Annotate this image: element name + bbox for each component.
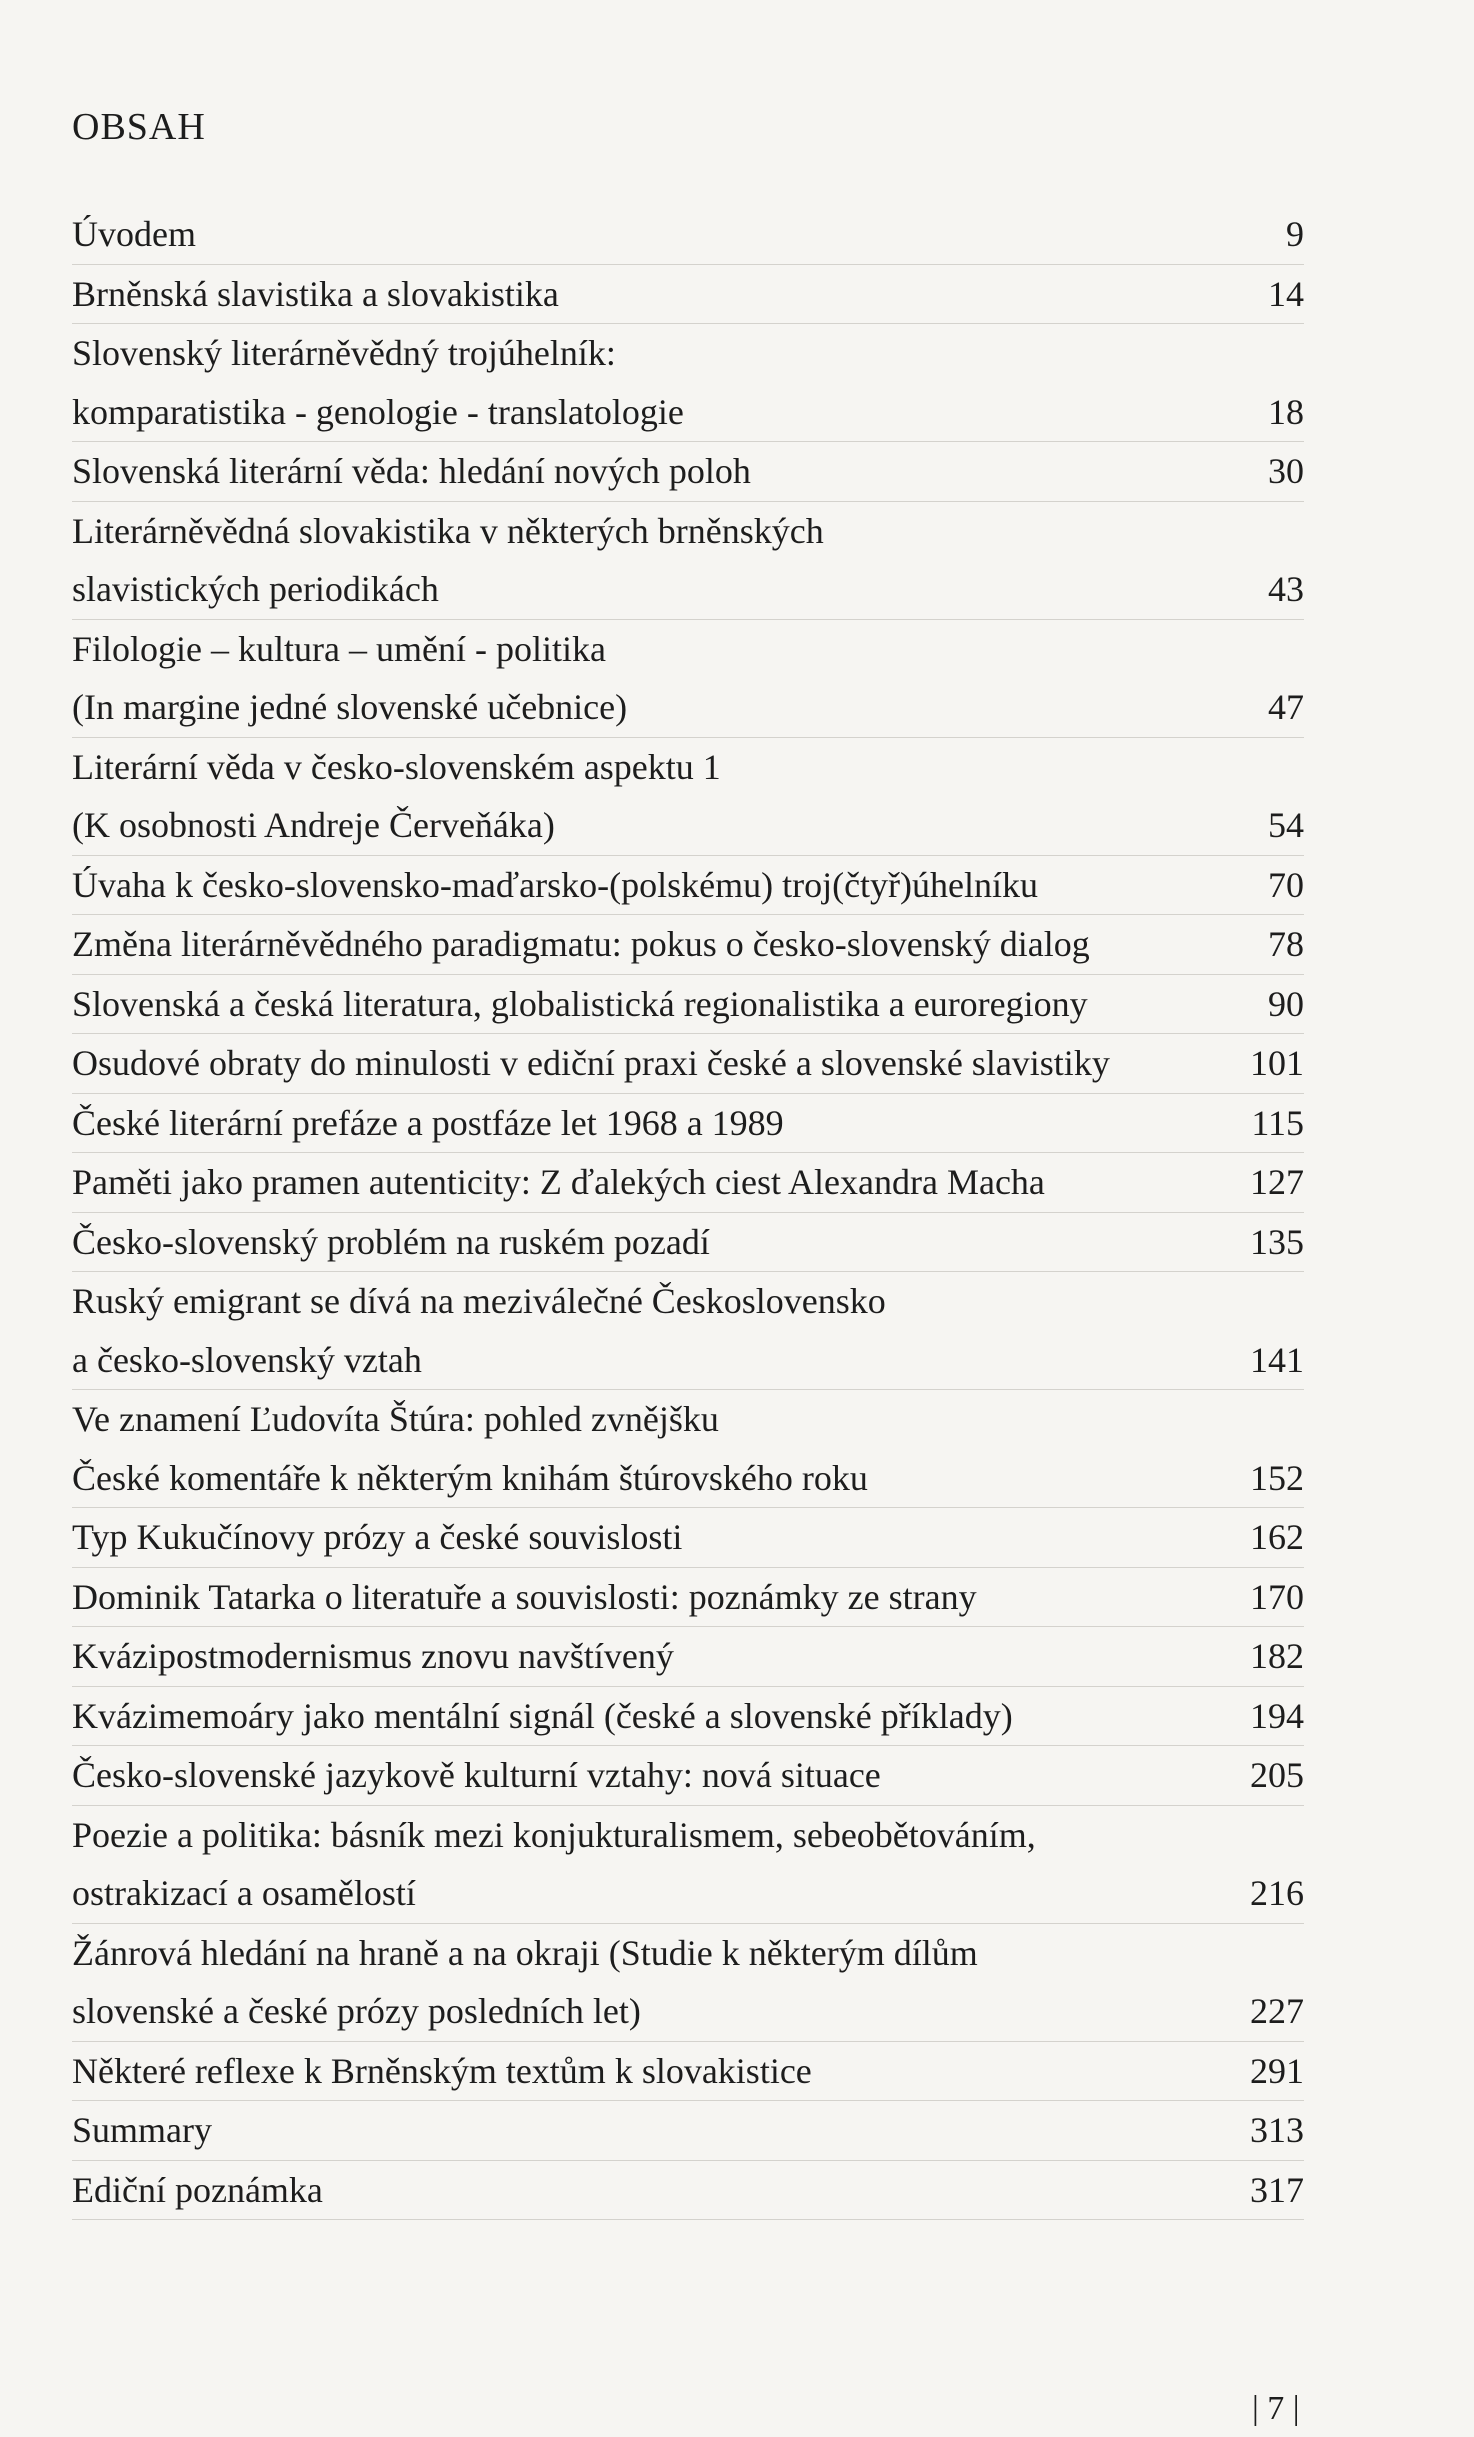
toc-entry — [72, 1272, 1304, 1390]
toc-entry-title — [72, 1390, 1234, 1507]
toc-entry-title-line: Některé reflexe k Brněnským textům k slovakistice — [72, 2050, 812, 2091]
toc-entry-page-number: 101 — [1250, 1043, 1304, 1083]
toc-entry-page-number: 30 — [1268, 451, 1304, 491]
toc-entry-page-number: 90 — [1268, 983, 1304, 1024]
toc-entry-title-line: České komentáře k některým knihám štúrovského roku — [72, 1457, 868, 1498]
toc-entry-page-number: 14 — [1268, 273, 1304, 314]
toc-entry-title-line: Ve znamení Ľudovíta Štúra: pohled zvnějšku — [72, 1399, 719, 1439]
toc-entry-title-line: Brněnská slavistika a slovakistika — [72, 273, 559, 314]
toc-entry-page-number: 43 — [1268, 569, 1304, 609]
toc-entry-title-line: Literárněvědná slovakistika v některých brněnských — [72, 510, 824, 551]
toc-entry — [72, 324, 1304, 442]
toc-entry — [72, 1153, 1304, 1213]
toc-entry-title — [72, 2101, 1234, 2160]
toc-entry-title-line: Úvodem — [72, 214, 196, 254]
toc-entry-page-number: 54 — [1268, 805, 1304, 845]
toc-entry-title-line: slovenské a české prózy posledních let) — [72, 1991, 641, 2031]
toc-entry — [72, 502, 1304, 620]
toc-entry-page-number: 313 — [1250, 2110, 1304, 2150]
toc-entry-title-line: Literární věda v česko-slovenském aspektu 1 — [72, 746, 721, 787]
toc-entry-title — [72, 1094, 1234, 1153]
toc-entry-page-number: 78 — [1268, 924, 1304, 964]
toc-entry-title-line: Ediční poznámka — [72, 2169, 323, 2210]
toc-entry-title-line: Filologie – kultura – umění - politika — [72, 628, 606, 669]
toc-entry-title-line: Kvázipostmodernismus znovu navštívený — [72, 1636, 674, 1676]
toc-entry-title-line: komparatistika - genologie - translatologie — [72, 391, 684, 432]
toc-entry-title-line: Typ Kukučínovy prózy a české souvislosti — [72, 1517, 683, 1557]
toc-entry-title — [72, 1924, 1234, 2041]
toc-entry-page-number: 70 — [1268, 864, 1304, 905]
toc-entry-title — [72, 2042, 1234, 2101]
toc-entry-title — [72, 442, 1234, 501]
toc-entry-title — [72, 265, 1234, 324]
toc-entry-title-line: (K osobnosti Andreje Červeňáka) — [72, 805, 555, 845]
toc-entry — [72, 2101, 1304, 2161]
toc-entry-page-number: 227 — [1250, 1991, 1304, 2031]
toc-entry — [72, 738, 1304, 856]
toc-entry-title — [72, 1746, 1234, 1805]
toc-entry — [72, 856, 1304, 916]
toc-entry-page-number: 162 — [1250, 1517, 1304, 1557]
toc-entry-page-number: 170 — [1250, 1576, 1304, 1617]
toc-entry-title-line: Úvaha k česko-slovensko-maďarsko-(polskému) troj(čtyř)úhelníku — [72, 864, 1039, 905]
toc-entry-page-number: 317 — [1250, 2169, 1304, 2210]
toc-entry-page-number: 9 — [1286, 214, 1304, 254]
toc-entry — [72, 205, 1304, 265]
toc-entry — [72, 2161, 1304, 2221]
toc-entry-title-line: Slovenská a česká literatura, globalistická regionalistika a euroregiony — [72, 983, 1088, 1024]
toc-entry-page-number: 216 — [1250, 1873, 1304, 1913]
toc-entry-title-line: Česko-slovenský problém na ruském pozadí — [72, 1221, 710, 1262]
toc-entry-title-line: slavistických periodikách — [72, 569, 439, 609]
toc-entry-title — [72, 738, 1234, 855]
toc-entry-title-line: a česko-slovenský vztah — [72, 1339, 422, 1380]
toc-entry-title-line: Summary — [72, 2110, 212, 2150]
toc-entry-title — [72, 856, 1234, 915]
toc-entry-title — [72, 1508, 1234, 1567]
toc-entry-title-line: ostrakizací a osamělostí — [72, 1873, 416, 1913]
toc-entry-title — [72, 620, 1234, 737]
toc-entry-title — [72, 1034, 1234, 1093]
toc-entry-title-line: Ruský emigrant se dívá na meziválečné Československo — [72, 1281, 886, 1321]
toc-entry — [72, 1627, 1304, 1687]
toc-entry-title — [72, 915, 1234, 974]
toc-entry-title-line: Kvázimemoáry jako mentální signál (české a slovenské příklady) — [72, 1695, 1013, 1736]
toc-entry-page-number: 182 — [1250, 1636, 1304, 1676]
toc-entry-title-line: České literární prefáze a postfáze let 1968 a 1989 — [72, 1102, 784, 1143]
toc-entry-title — [72, 1568, 1234, 1627]
page-heading: OBSAH — [72, 106, 206, 148]
toc-entry — [72, 1034, 1304, 1094]
toc-entry-title — [72, 205, 1234, 264]
toc-entry — [72, 915, 1304, 975]
toc-entry — [72, 1094, 1304, 1154]
toc-entry-title — [72, 324, 1234, 441]
toc-entry — [72, 975, 1304, 1035]
toc-entry-page-number: 135 — [1250, 1221, 1304, 1262]
toc-entry-title-line: Poezie a politika: básník mezi konjukturalismem, sebeobětováním, — [72, 1814, 1036, 1855]
toc-entry-title-line: Změna literárněvědného paradigmatu: pokus o česko-slovenský dialog — [72, 924, 1090, 964]
toc-entry-page-number: 291 — [1250, 2050, 1304, 2091]
page-number: | 7 | — [1252, 2390, 1300, 2427]
toc-entry — [72, 1924, 1304, 2042]
toc-entry — [72, 1213, 1304, 1273]
toc-entry — [72, 265, 1304, 325]
toc-entry-page-number: 47 — [1268, 687, 1304, 727]
toc-entry-title — [72, 975, 1234, 1034]
toc-entry-title — [72, 1806, 1234, 1923]
toc-entry — [72, 2042, 1304, 2102]
toc-entry-title-line: Slovenská literární věda: hledání nových poloh — [72, 451, 751, 491]
toc-entry-title — [72, 1213, 1234, 1272]
toc-entry — [72, 1806, 1304, 1924]
toc-entry-title — [72, 1272, 1234, 1389]
toc-entry-title — [72, 502, 1234, 619]
table-of-contents — [72, 205, 1304, 2220]
toc-entry — [72, 1390, 1304, 1508]
toc-entry-title-line: (In margine jedné slovenské učebnice) — [72, 687, 628, 727]
toc-entry-page-number: 194 — [1250, 1695, 1304, 1736]
toc-entry-page-number: 18 — [1268, 391, 1304, 432]
toc-entry-title-line: Osudové obraty do minulosti v ediční praxi české a slovenské slavistiky — [72, 1043, 1110, 1083]
toc-entry-page-number: 205 — [1250, 1755, 1304, 1795]
toc-entry-title-line: Paměti jako pramen autenticity: Z ďalekých ciest Alexandra Macha — [72, 1162, 1045, 1202]
toc-entry-title-line: Česko-slovenské jazykově kulturní vztahy: nová situace — [72, 1755, 881, 1795]
toc-entry-title — [72, 1627, 1234, 1686]
toc-entry-title — [72, 1687, 1234, 1746]
toc-entry-title-line: Dominik Tatarka o literatuře a souvislosti: poznámky ze strany — [72, 1576, 977, 1617]
toc-entry-page-number: 115 — [1251, 1102, 1304, 1143]
toc-entry-page-number: 152 — [1250, 1457, 1304, 1498]
toc-entry-page-number: 141 — [1250, 1339, 1304, 1380]
toc-entry — [72, 620, 1304, 738]
toc-entry — [72, 1746, 1304, 1806]
toc-entry — [72, 442, 1304, 502]
toc-entry — [72, 1568, 1304, 1628]
toc-entry — [72, 1687, 1304, 1747]
toc-entry-page-number: 127 — [1250, 1162, 1304, 1202]
toc-entry-title — [72, 1153, 1234, 1212]
toc-entry-title-line: Žánrová hledání na hraně a na okraji (Studie k některým dílům — [72, 1932, 978, 1973]
toc-entry — [72, 1508, 1304, 1568]
toc-entry-title-line: Slovenský literárněvědný trojúhelník: — [72, 333, 616, 373]
toc-entry-title — [72, 2161, 1234, 2220]
